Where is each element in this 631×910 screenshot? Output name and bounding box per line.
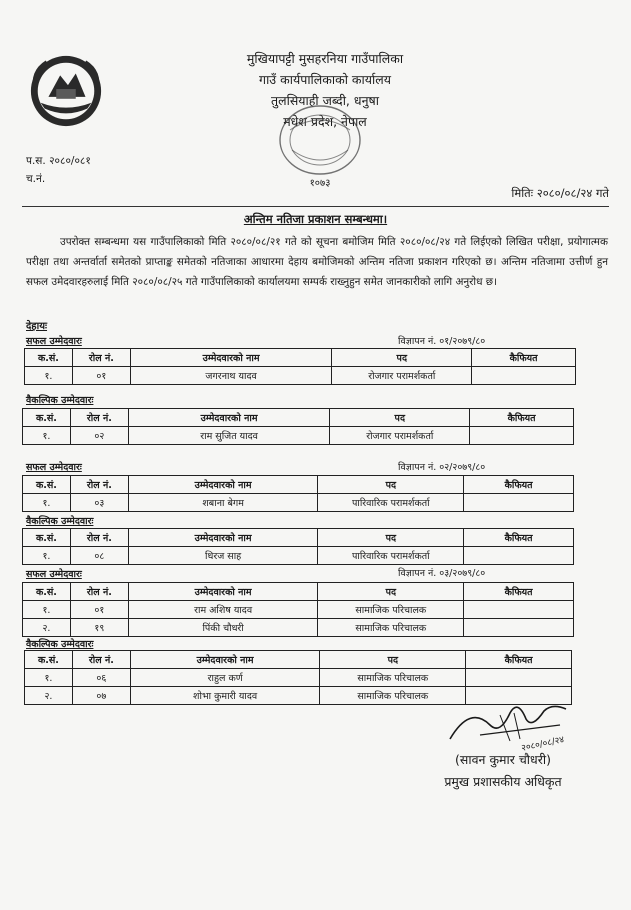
office-address: तुलसियाही जब्दी, धनुषा: [271, 93, 379, 108]
table-row: १. ०३ शबाना बेगम पारिवारिक परामर्शकर्ता: [23, 494, 574, 512]
signature-date: २०८०/०८/२४: [520, 735, 566, 754]
section-label: वैकल्पिक उम्मेदवारः: [26, 516, 94, 527]
signer-title: प्रमुख प्रशासकीय अधिकृत: [444, 774, 562, 789]
header-divider: [22, 206, 609, 207]
table-row: १. ०१ राम अशिष यादव सामाजिक परिचालक: [23, 601, 574, 619]
advertisement-number: विज्ञापन नं. ०३/२०७९/८०: [398, 568, 486, 579]
results-table: [22, 528, 574, 565]
table-row: १. ०१ जगरनाथ यादव रोजगार परामर्शकर्ता: [25, 367, 576, 385]
table-header-row: क.सं. रोल नं. उम्मेदवारको नाम पद कैफियत: [23, 529, 574, 547]
table-header-row: क.सं. रोल नं. उम्मेदवारको नाम पद कैफियत: [25, 651, 572, 669]
table-row: १. ०६ राहुल कर्ण सामाजिक परिचालक: [25, 669, 572, 687]
nepal-emblem-icon: [27, 52, 105, 130]
chalani-number: च.नं.: [26, 173, 46, 185]
dehay-label: देहायः: [26, 321, 48, 332]
table-header-row: क.सं. रोल नं. उम्मेदवारको नाम पद कैफियत: [23, 409, 574, 427]
section-label: सफल उम्मेदवारः: [26, 336, 82, 347]
table-header-row: क.सं. रोल नं. उम्मेदवारको नाम पद कैफियत: [23, 583, 574, 601]
results-table: [22, 582, 574, 637]
table-header-row: क.सं. रोल नं. उम्मेदवारको नाम पद कैफियत: [23, 476, 574, 494]
office-name: गाउँ कार्यपालिकाको कार्यालय: [259, 72, 391, 87]
table-row: १. ०८ धिरज साह पारिवारिक परामर्शकर्ता: [23, 547, 574, 565]
section-label: सफल उम्मेदवारः: [26, 462, 82, 473]
signer-block: [428, 749, 578, 793]
reference-block: [26, 152, 91, 188]
signature-icon: [440, 695, 580, 755]
advertisement-number: विज्ञापन नं. ०१/२०७९/८०: [398, 336, 486, 347]
notice-date: मितिः २०८०/०८/२४ गते: [511, 186, 609, 200]
table-header-row: क.सं. रोल नं. उम्मेदवारको नाम पद कैफियत: [25, 349, 576, 367]
table-row: २. १९ पिंकी चौधरी सामाजिक परिचालक: [23, 619, 574, 637]
results-table: [22, 475, 574, 512]
signer-name: (सावन कुमार चौधरी): [455, 752, 551, 767]
results-table: [24, 348, 576, 385]
table-row: १. ०२ राम सुजित यादव रोजगार परामर्शकर्ता: [23, 427, 574, 445]
office-stamp-icon: [268, 100, 378, 190]
municipality-name: मुखियापट्टी मुसहरनिया गाउँपालिका: [246, 51, 404, 66]
patra-sankhya: प.स. २०८०/०८१: [26, 155, 91, 167]
advertisement-number: विज्ञापन नं. ०२/२०७९/८०: [398, 462, 486, 473]
stamp-number: १०७३: [309, 178, 331, 189]
office-province: मधेश प्रदेश, नेपाल: [283, 114, 367, 129]
results-table: [22, 408, 574, 445]
notice-subject: अन्तिम नतिजा प्रकाशन सम्बन्धमा।: [243, 212, 388, 226]
section-label: सफल उम्मेदवारः: [26, 569, 82, 580]
section-label: वैकल्पिक उम्मेदवारः: [26, 395, 94, 406]
section-label: वैकल्पिक उम्मेदवारः: [26, 639, 94, 650]
notice-body: [26, 232, 608, 292]
notice-body-paragraph: उपरोक्त सम्बन्धमा यस गाउँपालिकाको मिति २०८०/०८/२१ गते को सूचना बमोजिम मिति २०८०/०८/२४ गते लिईएको लिखित परीक्षा, प्रयोगात्मक परीक्षा तथा अन्तर्वार्ता समेतको प्राप्ताङ्क समेतको नतिजाका आधारमा देहाय बमोजिमको अन्तिम नतिजा प्रकाशन गरिएको छ। अन्तिम नतिजामा उत्तीर्ण हुन सफल उमेदवारहरुलाई मिति २०८०/०८/२५ गते गाउँपालिकाको कार्यालयमा सम्पर्क राख्नुहुन समेत जानकारीको लागि अनुरोध छ।: [26, 236, 608, 288]
table-row: २. ०७ शोभा कुमारी यादव सामाजिक परिचालक: [25, 687, 572, 705]
